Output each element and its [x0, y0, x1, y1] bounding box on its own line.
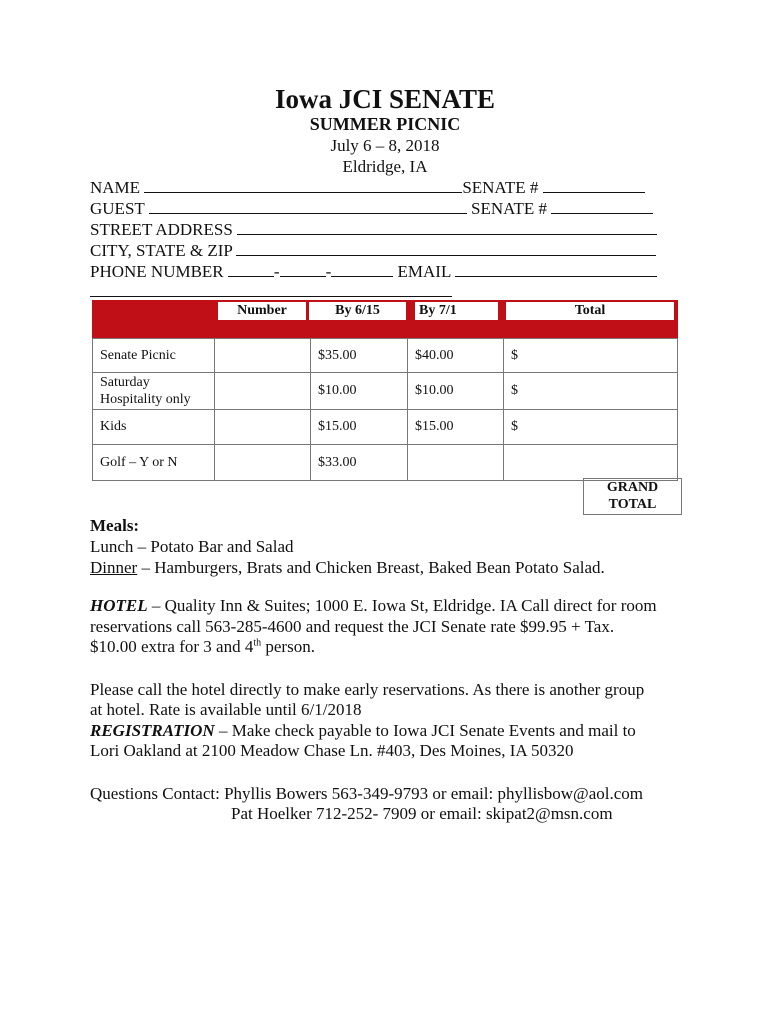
grand-total-label-2: TOTAL	[608, 497, 657, 512]
header-total: Total	[506, 302, 674, 320]
hotel-label: HOTEL	[90, 596, 148, 615]
dinner-label: Dinner	[90, 558, 138, 577]
number-input-cell[interactable]	[215, 445, 311, 480]
guest-senate-number-field[interactable]	[551, 200, 653, 214]
total-input-cell[interactable]: $	[511, 419, 518, 434]
street-label: STREET ADDRESS	[90, 220, 233, 239]
event-location: Eldridge, IA	[342, 157, 428, 176]
registration-text: – Make check payable to Iowa JCI Senate Events and mail to	[214, 721, 636, 740]
price-7-1-cell: $10.00	[408, 373, 504, 409]
email-label: EMAIL	[397, 262, 451, 281]
email-continuation-line[interactable]	[90, 296, 452, 297]
hotel-line-3a: $10.00 extra for 3 and 4	[90, 637, 254, 656]
senate-label: SENATE #	[462, 178, 539, 197]
meals-dinner	[90, 558, 605, 578]
number-input-cell[interactable]	[215, 339, 311, 372]
price-6-15-cell: $10.00	[311, 373, 408, 409]
street-row	[90, 220, 657, 240]
event-subtitle: SUMMER PICNIC	[309, 114, 461, 134]
header-by-6-15: By 6/15	[309, 302, 406, 320]
total-input-cell[interactable]: $	[511, 383, 518, 398]
price-7-1-cell[interactable]	[408, 445, 504, 480]
total-input-cell[interactable]	[504, 445, 679, 480]
registration-line-1	[90, 721, 636, 741]
guest-row	[90, 199, 653, 219]
table-row	[93, 409, 677, 444]
header-by-7-1: By 7/1	[415, 302, 498, 320]
registration-line-2: Lori Oakland at 2100 Meadow Chase Ln. #403, Des Moines, IA 50320	[90, 741, 574, 760]
price-6-15-cell: $33.00	[311, 445, 408, 480]
item-line-1: Saturday	[100, 375, 150, 390]
phone-dash: -	[325, 262, 332, 281]
guest-field[interactable]	[149, 200, 467, 214]
meals-lunch: Lunch – Potato Bar and Salad	[90, 537, 294, 556]
header-number: Number	[218, 302, 306, 320]
name-field[interactable]	[144, 179, 462, 193]
price-6-15-cell: $15.00	[311, 410, 408, 444]
phone-prefix-field[interactable]	[280, 263, 326, 277]
email-field[interactable]	[455, 263, 657, 277]
guest-senate-label: SENATE #	[470, 199, 548, 218]
page-title: Iowa JCI SENATE	[274, 84, 496, 114]
city-row	[90, 241, 656, 261]
price-6-15-cell: $35.00	[311, 339, 408, 372]
guest-label: GUEST	[90, 199, 145, 218]
street-field[interactable]	[237, 221, 657, 235]
item-cell: Golf – Y or N	[93, 445, 215, 480]
city-field[interactable]	[236, 242, 656, 256]
hotel-line-2: reservations call 563-285-4600 and request the JCI Senate rate $99.95 + Tax.	[90, 617, 615, 636]
meals-heading: Meals:	[90, 516, 140, 535]
item-cell: Senate Picnic	[93, 339, 215, 372]
dinner-text: – Hamburgers, Brats and Chicken Breast, Baked Bean Potato Salad.	[137, 558, 605, 577]
phone-row	[90, 262, 657, 282]
price-7-1-cell: $15.00	[408, 410, 504, 444]
table-body	[92, 338, 678, 481]
hotel-line-3	[90, 637, 315, 657]
table-row	[93, 444, 677, 480]
reservations-line-2: at hotel. Rate is available until 6/1/2018	[90, 700, 362, 719]
price-7-1-cell: $40.00	[408, 339, 504, 372]
phone-label: PHONE NUMBER	[90, 262, 224, 281]
city-label: CITY, STATE & ZIP	[90, 241, 233, 260]
reservations-line-1: Please call the hotel directly to make early reservations. As there is another group	[90, 680, 645, 699]
hotel-line-3-sup: th	[253, 637, 262, 649]
item-cell: Kids	[93, 410, 215, 444]
senate-number-field[interactable]	[543, 179, 645, 193]
contact-line-2: Pat Hoelker 712-252- 7909 or email: skipat2@msn.com	[231, 804, 613, 823]
total-input-cell[interactable]: $	[511, 347, 518, 363]
hotel-line-3b: person.	[261, 637, 315, 656]
item-cell	[93, 373, 215, 409]
name-label: NAME	[90, 178, 141, 197]
table-row	[93, 338, 677, 372]
phone-dash: -	[273, 262, 280, 281]
grand-total-label-1: GRAND	[606, 480, 659, 495]
contact-line-1: Questions Contact: Phyllis Bowers 563-349-9793 or email: phyllisbow@aol.com	[90, 784, 643, 803]
hotel-text: – Quality Inn & Suites; 1000 E. Iowa St, Eldridge. IA Call direct for room	[147, 596, 657, 615]
phone-line-field[interactable]	[331, 263, 393, 277]
event-dates: July 6 – 8, 2018	[330, 136, 440, 155]
name-row	[90, 178, 645, 198]
hotel-line-1	[90, 596, 657, 616]
grand-total-box[interactable]	[583, 478, 682, 515]
number-input-cell[interactable]	[215, 373, 311, 409]
registration-label: REGISTRATION	[90, 721, 215, 740]
number-input-cell[interactable]	[215, 410, 311, 444]
table-row	[93, 372, 677, 409]
phone-area-field[interactable]	[228, 263, 274, 277]
item-line-2: Hospitality only	[100, 392, 191, 407]
